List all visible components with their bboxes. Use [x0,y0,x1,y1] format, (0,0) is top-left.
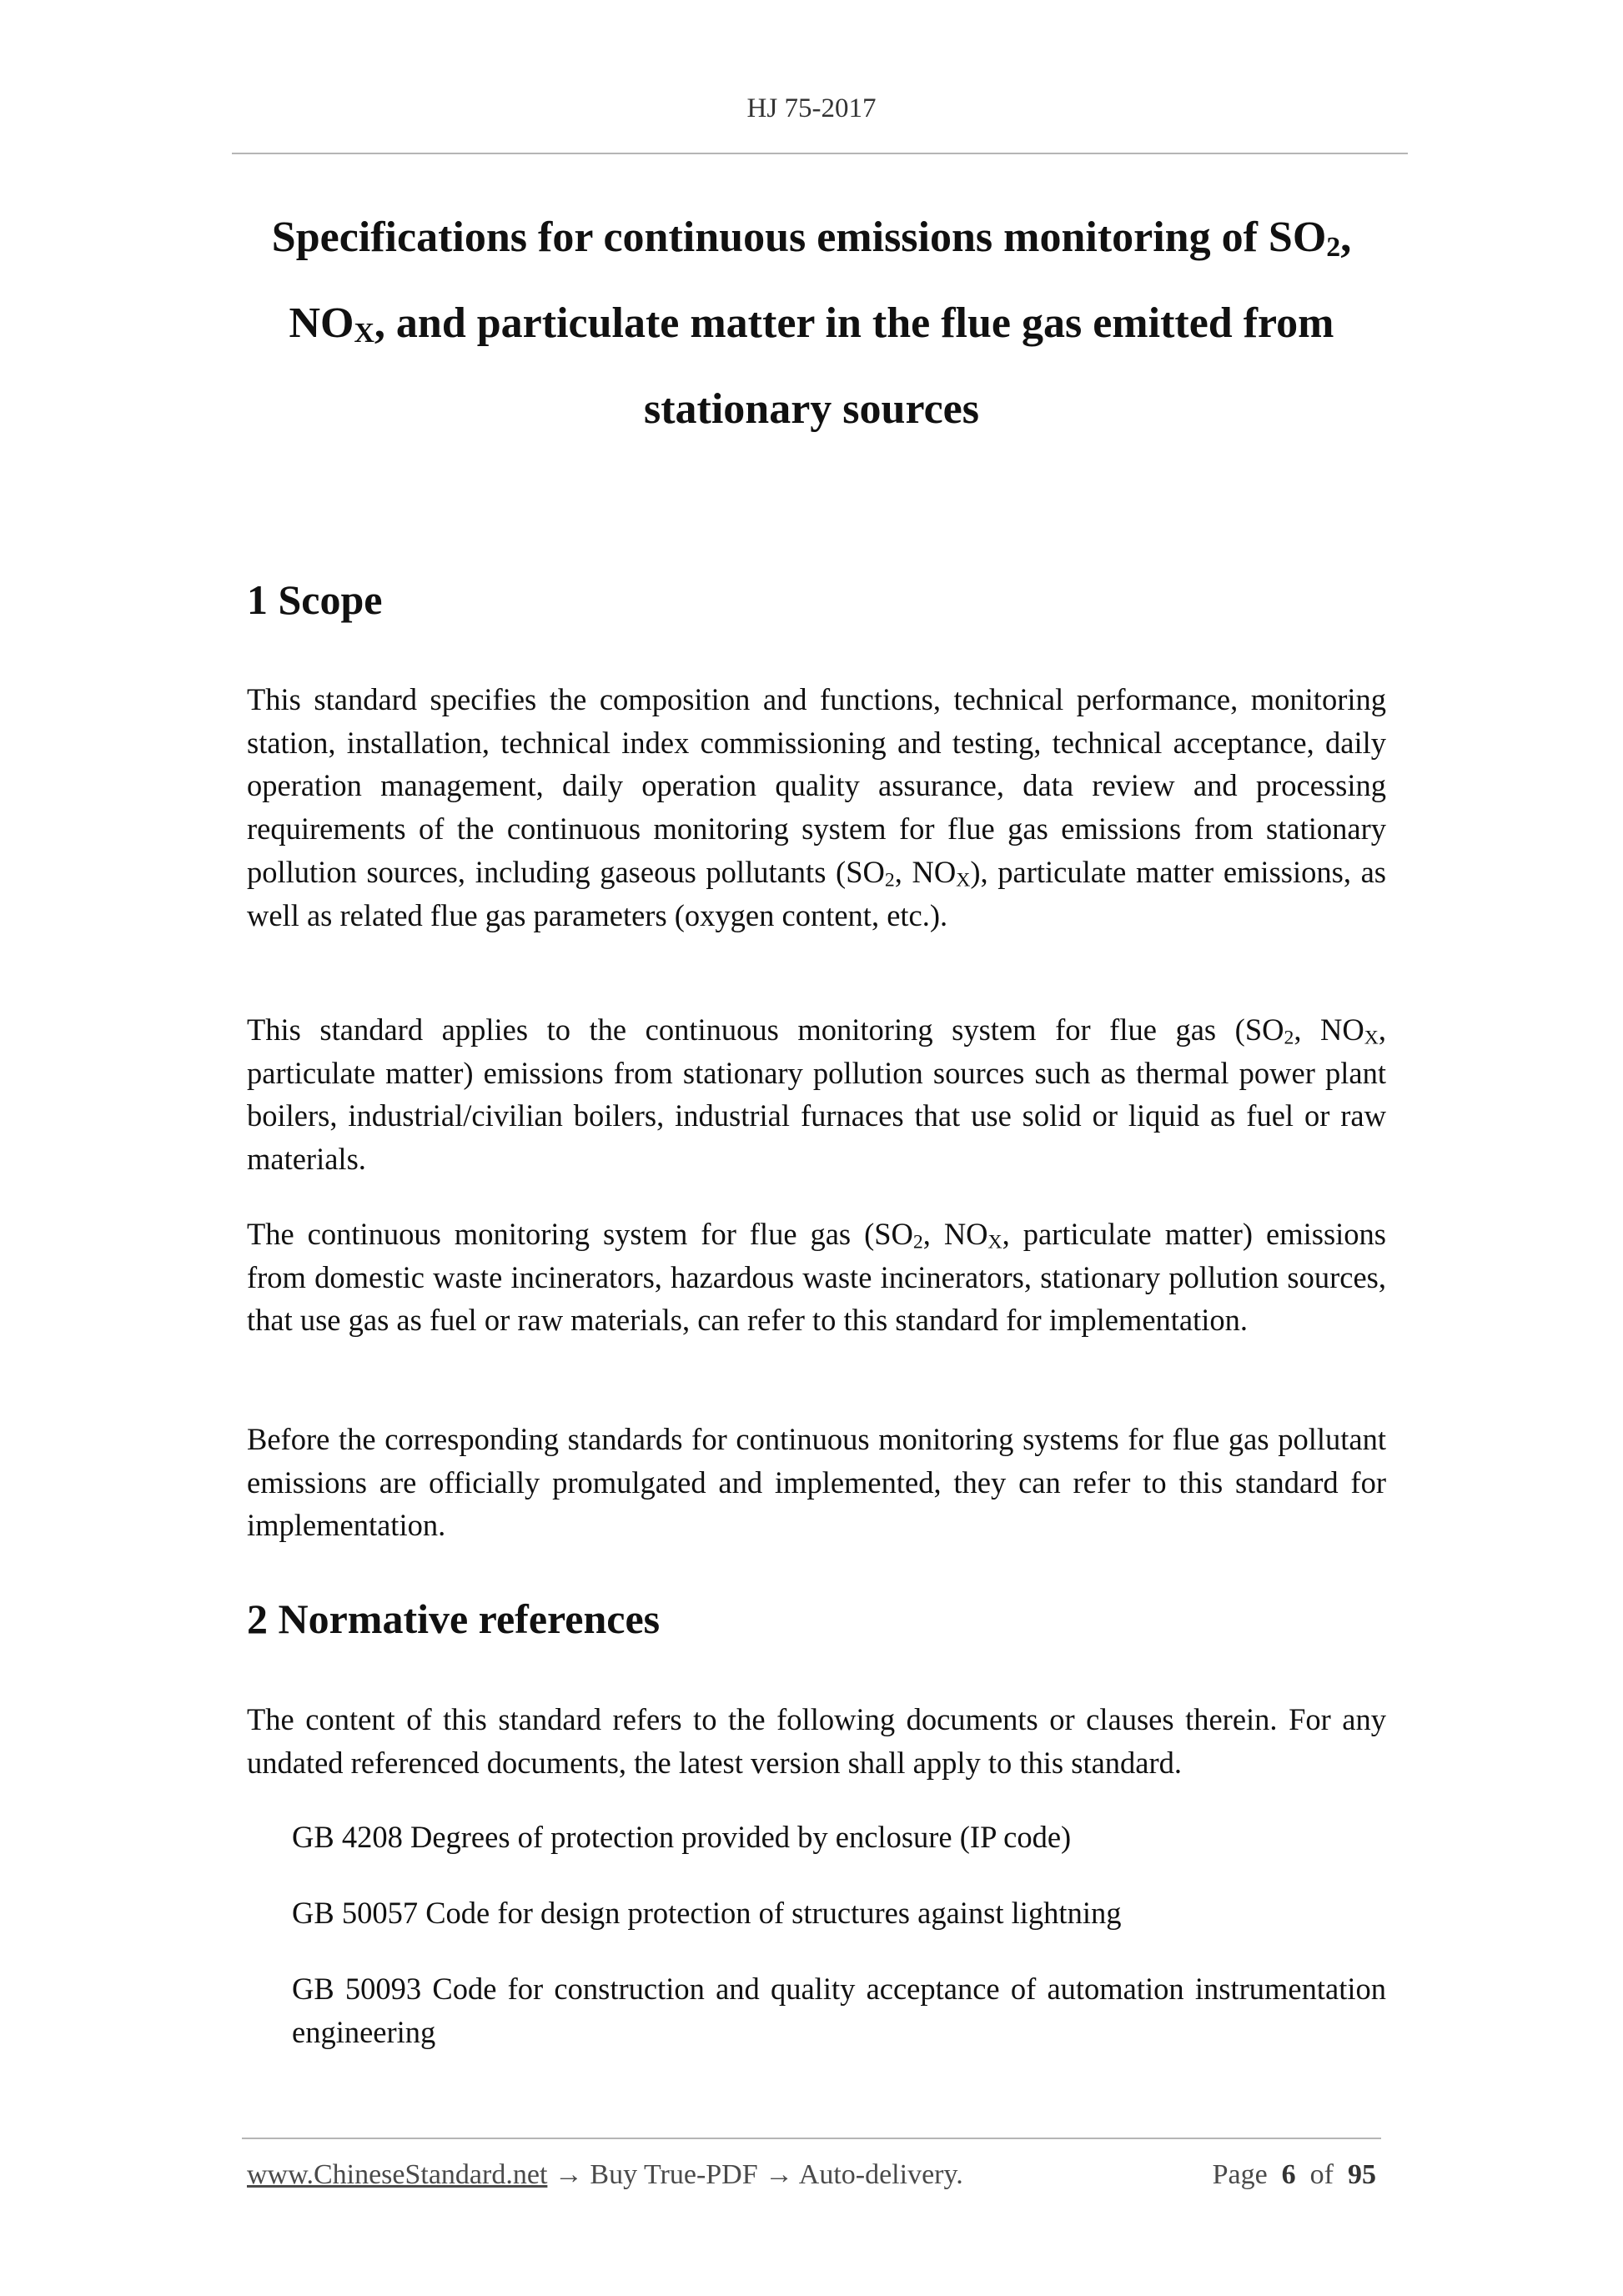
page-total: 95 [1348,2159,1376,2190]
footer-promo: www.ChineseStandard.net → Buy True-PDF → Auto-delivery. [247,2159,963,2190]
header-divider [232,153,1408,154]
reference-item: GB 4208 Degrees of protection provided by enclosure (IP code) [292,1820,1072,1854]
page-indicator: Page 6 of 95 [1212,2159,1376,2190]
reference-item: GB 50093 Code for construction and quality acceptance of automation instrumentation engineering [292,1972,1386,2049]
section-heading-scope: 1 Scope [247,576,383,623]
title-line-3: stationary sources [643,385,979,433]
scope-paragraph-4: Before the corresponding standards for continuous monitoring systems for flue gas pollutant emissions are officially promulgated and implemented, they can refer to this standard for implementation. [247,1422,1386,1543]
document-title [209,194,1414,452]
title-line-2: $NO_X$, and particulate matter in the flue gas emitted from [289,299,1334,349]
running-header: HJ 75-2017 [746,93,877,123]
references-intro: The content of this standard refers to the following documents or clauses therein. For any undated referenced documents, the latest version shall apply to this standard. [247,1702,1386,1780]
page-number: 6 [1281,2159,1296,2190]
section-heading-normative-references: 2 Normative references [247,1595,661,1642]
footer-divider [242,2138,1381,2139]
reference-item: GB 50057 Code for design protection of structures against lightning [292,1896,1122,1930]
website-link[interactable]: www.ChineseStandard.net [247,2159,548,2190]
scope-paragraph-1: This standard specifies the composition and functions, technical performance, monitoring station, installation, technical index commissioning and testing, technical acceptance, daily operation management, daily operation quality assurance, data review and processing requirements of the continuous monitoring system for flue gas emissions from stationary pollution sources, including gaseous pollutants ($SO_2$, $NO_X$), particulate matter emissions, as well as related flue gas parameters (oxygen content, etc.). [247,682,1386,932]
scope-paragraph-2: This standard applies to the continuous monitoring system for flue gas ($SO_2$, $NO_X$, particulate matter) emissions from stationary pollution sources such as thermal power plant boilers, industrial/civilian boilers, industrial furnaces that use solid or liquid as fuel or raw materials. [247,1012,1386,1177]
title-line-1: Specifications for continuous emissions monitoring of $SO_2$, [271,214,1352,264]
scope-paragraph-3: The continuous monitoring system for flue gas ($SO_2$, $NO_X$, particulate matter) emissions from domestic waste incinerators, hazardous waste incinerators, stationary pollution sources, that use gas as fuel or raw materials, can refer to this standard for implementation. [247,1217,1386,1338]
